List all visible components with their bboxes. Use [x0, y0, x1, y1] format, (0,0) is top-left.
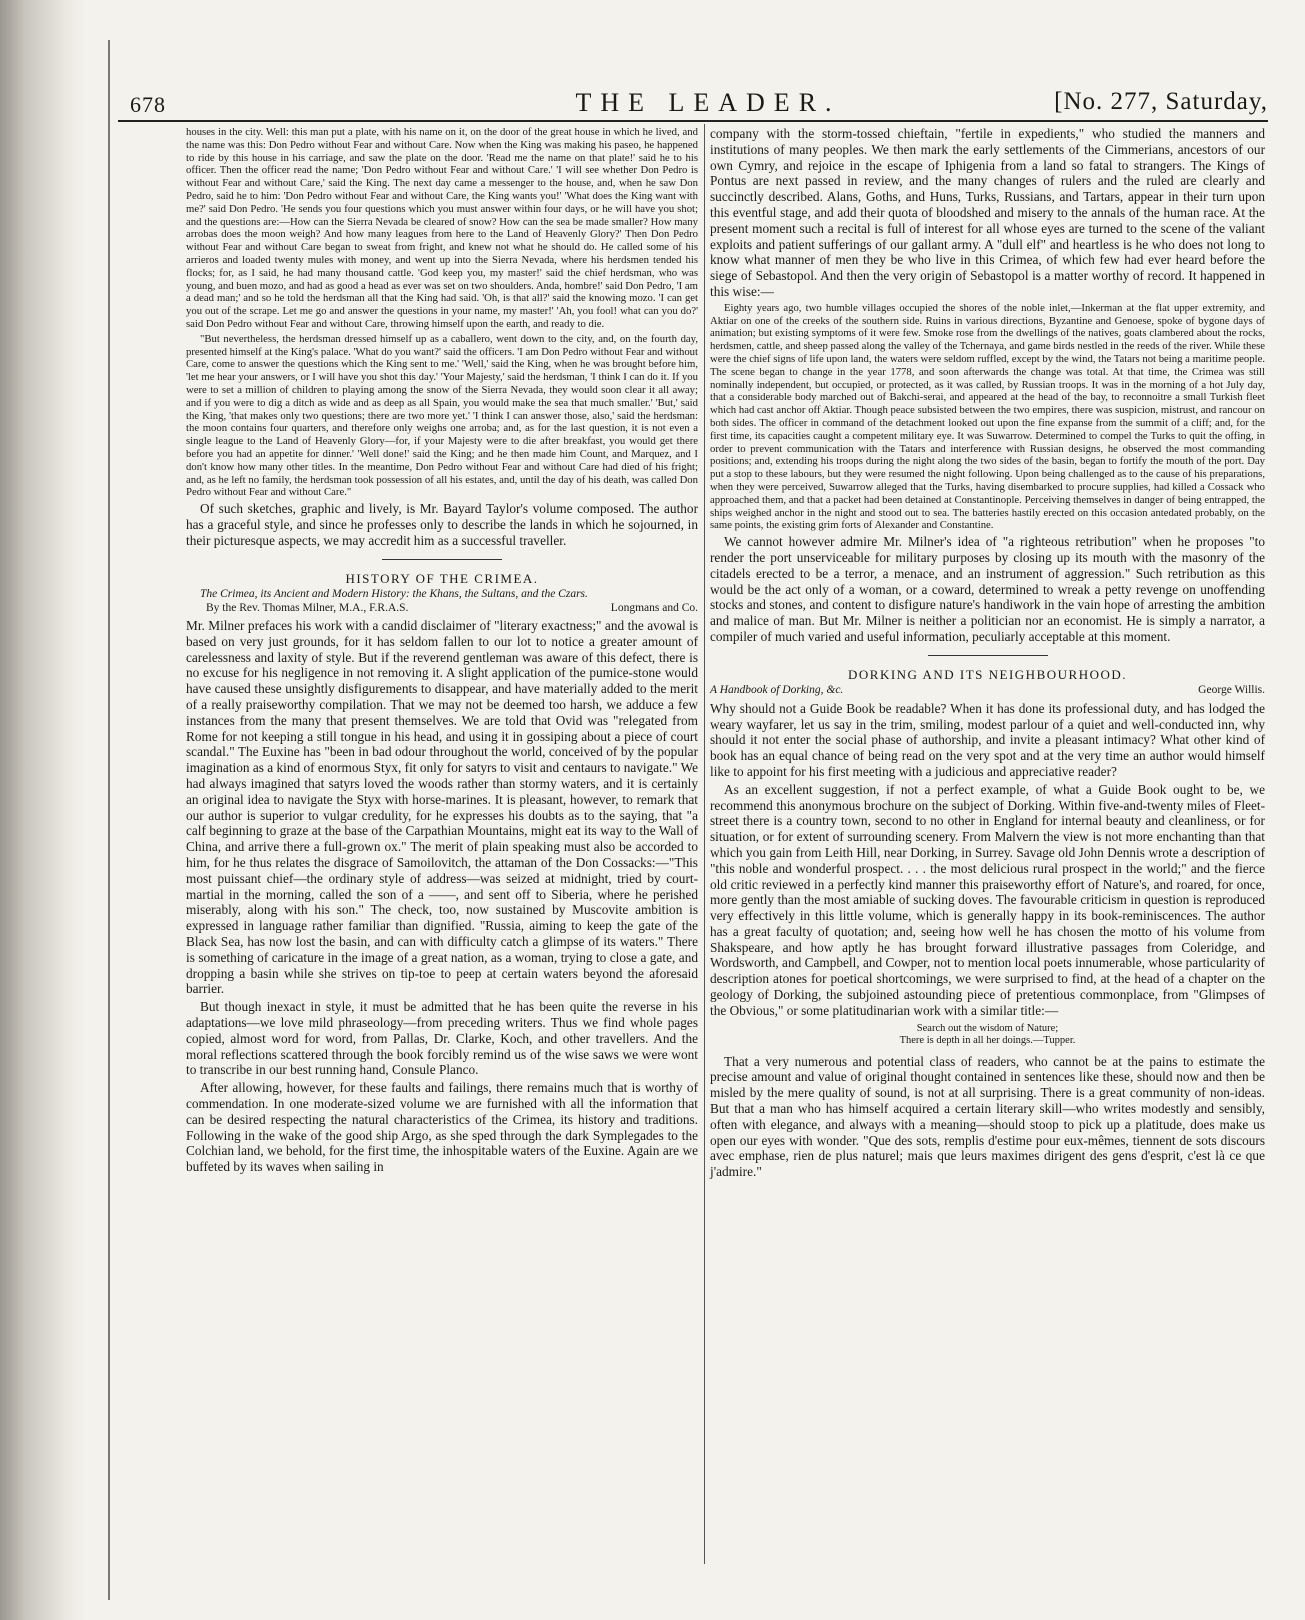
crimea-retribution-paragraph: We cannot however admire Mr. Milner's idea of "a righteous retribution" when he proposes "to render the port unserviceable for military purposes by closing up its mouth with the masonry of the citadels erected to be a terror, a menace, and an instrument of aggression." Such retribution as this would be the act only of a woman, or a coward, determined to wreak a petty revenge on unoffending stocks and stones, and content to disfigure nature's handiwork in the vain hope of arresting the ambition and malice of man. But Mr. Milner is neither a politician nor an economist. He is simply a narrator, a compiler of much varied and useful information, peculiarly acceptable at this moment. — [710, 534, 1265, 644]
crimea-paragraph-3: After allowing, however, for these faults and failings, there remains much that is worthy of commendation. In one moderate-sized volume we are furnished with all the information that can be desired respecting the natural characteristics of the Crimea, its history and traditions. Following in the wake of the good ship Argo, as she sped through the dark Symplegades to the Colchian land, we behold, for the first time, the inhospitable waters of the Euxine. Again are we buffeted by its waves when sailing in — [186, 1080, 698, 1175]
review-closing-paragraph: Of such sketches, graphic and lively, is Mr. Bayard Taylor's volume composed. The author has a graceful style, and since he professes only to describe the lands in which he sojourned, in their picturesque aspects, we may accredit him as a successful traveller. — [186, 501, 698, 548]
masthead-rule — [118, 120, 1268, 122]
section-separator — [382, 559, 502, 560]
dorking-paragraph-3: That a very numerous and potential class of readers, who cannot be at the pains to estimate the precise amount and value of original thought contained in sentences like these, should now and then be misled by the mere quality of sound, is not at all surprising. There is a great community of non-ideas. But that a man who has himself acquired a certain literary skill—who writes modestly and sensibly, often with elegance, and always with a meaning—should stoop to pick up a platitude, does make us open our eyes with wonder. "Que des sots, remplis d'estime pour eux-mêmes, tiennent de sots discours avec emphase, rien de plus naturel; mais que leurs maximes dirigent des gens d'esprit, c'est là ce que j'admire." — [710, 1053, 1265, 1180]
page-number: 678 — [130, 92, 166, 117]
dorking-publisher: George Willis. — [1198, 684, 1265, 697]
newspaper-title: THE LEADER. — [575, 88, 841, 117]
crimea-continued-paragraph: company with the storm-tossed chieftain, "fertile in expedients," who studied the manners and institutions of many peoples. We then mark the early settlements of the Cimmerians, ancestors of our own Cymry, and rejoice in the escape of Iphigenia from a land so fatal to strangers. The Kings of Pontus are next passed in review, and the many changes of rulers and the ruled are clearly and succinctly described. Alans, Goths, and Huns, Turks, Russians, and Tartars, appear in their turn upon this eventful stage, and add their quota of bloodshed and misery to the annals of the human race. At the present moment such a recital is full of interest for all whose eyes are turned to the scene of the valiant exploits and patient sufferings of our gallant army. A "dull elf" and heartless is he who does not long to know what manner of men they be who live in this Crimea, of which few had ever heard before the siege of Sebastopol. And then the very origin of Sebastopol is a matter worthy of record. It happened in this wise:— — [710, 126, 1265, 299]
issue-label: [No. 277, Saturday, — [1054, 88, 1268, 115]
dorking-byline — [710, 684, 1265, 698]
dorking-book-title: A Handbook of Dorking, &c. — [710, 684, 844, 697]
story-paragraph-1: houses in the city. Well: this man put a plate, with his name on it, on the door of the great house in which he lived, and the name was this: Don Pedro without Fear and without Care. Now when the King was making his paseo, he happened to ride by this house in his carriage, and saw the plate on the door. 'Read me the name on that plate!' said he to his officer. Then the officer read the name; 'Don Pedro without Fear and without Care.' 'I will see whether Don Pedro is without Fear and without Care,' said the King. The next day came a messenger to the house, and, when he saw Don Pedro, said he to him: 'Don Pedro without Fear and without Care, the King wants you!' 'What does the King want with me?' said Don Pedro. 'He sends you four questions which you must answer within four days, or he will have you shot; and the questions are:—How can the Sierra Nevada be cleared of snow? How can the sea be made smaller? How many arrobas does the moon weigh? And how many leagues from here to the Land of Heavenly Glory?' Then Don Pedro without Fear and without Care began to sweat from fright, and knew not what he should do. He called some of his arrieros and loaded twenty mules with money, and went up into the Sierra Nevada, where his herdsmen tended his flocks; for, as I said, he had many thousand cattle. 'God keep you, my master!' said the chief herdsman, who was young, and buen mozo, and had as good a head as ever was set on two shoulders. Anda, hombre!' said Don Pedro, 'I am a dead man;' and so he told the herdsman all that the King had said. 'Oh, is that all?' said the knowing mozo. 'I can get you out of the scrape. Let me go and answer the questions in your name, my master!' 'Ah, you fool! what can you do?' said Don Pedro without Fear and without Care, throwing himself upon the earth, and ready to die. — [186, 126, 698, 330]
left-column — [186, 126, 698, 1177]
sebastopol-quote: Eighty years ago, two humble villages occupied the shores of the noble inlet,—Inkerman at the flat upper extremity, and Aktiar on one of the creeks of the southern side. Ruins in various directions, Byzantine and Genoese, spoke of bygone days of animation; but existing symptoms of it were few. Smoke rose from the dwellings of the natives, goats clambered about the rocks, herdsmen, cattle, and sheep passed along the valley of the Tchernaya, and game birds nestled in the reeds of the river. While these were the chief signs of life upon land, the waters were seldom ruffled, except by the wind, the Tatars not being a maritime people. The scene began to change in the year 1778, and soon afterwards the change was total. At that time, the Crimea was still nominally independent, but occupied, or protected, as it was called, by Russian troops. It was in the morning of a hot July day, that a considerable body marched out of Bakchi-serai, and appeared at the head of the bay, to reconnoitre a small Turkish fleet which had cast anchor off Aktiar. Though peace subsisted between the two empires, there was suspicion, mistrust, and rancour on both sides. The officer in command of the detachment looked out upon the fine expanse from the summit of a cliff; and, for the first time, its capacities caught a competent military eye. It was Suwarrow. Determined to compel the Turks to quit the offing, in order to prevent communication with the Tatars and interference with Russian designs, he observed the most commanding positions; and, extending his troops during the night along the two sides of the basin, began to fortify the mouth of the port. Day put a stop to these labours, but they were resumed the night following. Upon being challenged as to the cause of his preparations, when they were perceived, Suwarrow alleged that the Turks, having disembarked to procure supplies, had killed a Cossack who approached them, and that a packet had been detained at Constantinople. Perceiving themselves in danger of being entrapped, the ships weighed anchor in the night and stood out to sea. The batteries hastily erected on this occasion antedated probably, on the same points, the existing grim forts of Alexander and Constantine. — [710, 301, 1266, 532]
story-paragraph-2: "But nevertheless, the herdsman dressed himself up as a caballero, went down to the city, and, on the fourth day, presented himself at the King's palace. 'What do you want?' said the officers. 'I am Don Pedro without Fear and without Care, come to answer the questions which the King sent to me.' 'Well,' said the King, when he was brought before him, 'let me hear your answers, or I will have you shot this day.' 'Your Majesty,' said the herdsman, 'I think I can do it. If you were to set a million of children to playing among the snow of the Sierra Nevada, they would soon clear it all away; and if you were to dig a ditch as wide and as deep as all Spain, you would make the sea that much smaller.' 'But,' said the King, 'that makes only two questions; there are two more yet.' 'I think I can answer those, also,' said the herdsman: the moon contains four quarters, and therefore only weighs one arroba; and, as for the last question, it is not even a single league to the Land of Heavenly Glory—for, if your Majesty were to die after breakfast, you would get there before you had an appetite for dinner.' 'Well done!' said the King; and he then made him Count, and Marquez, and I don't know how many other titles. In the meantime, Don Pedro without Fear and without Care had died of his fright; and, as he left no family, the herdsman took possession of all his estates, and, until the day of his death, was called Don Pedro without Fear and without Care." — [186, 332, 698, 499]
dorking-paragraph-1: Why should not a Guide Book be readable? When it has done its professional duty, and has lodged the weary wayfarer, let us say in the trim, smiling, modest parlour of a quiet and well-conducted inn, why should it not enter the social phase of authorship, and invite a pleasant intimacy? What other kind of book has an equal chance of being read on the very spot and at the very time an author would himself like to appoint for his first meeting with a judicious and appreciative reader? — [710, 700, 1265, 779]
motto-line-2: There is depth in all her doings.—Tupper. — [899, 1035, 1076, 1047]
masthead — [118, 82, 1268, 122]
crimea-byline — [186, 602, 698, 616]
motto-line-1: Search out the wisdom of Nature; — [916, 1022, 1059, 1034]
crimea-paragraph-2: But though inexact in style, it must be admitted that he has been quite the reverse in his adaptations—we love mild phraseology—from preceding writers. Thus we find whole pages copied, almost word for word, from Pallas, Dr. Clarke, Koch, and other travellers. And the moral reflections scattered through the book forcibly remind us of the wise saws we were wont to transcribe in our best running hand, Consule Planco. — [186, 999, 698, 1078]
crimea-publisher: Longmans and Co. — [610, 601, 698, 614]
dorking-paragraph-2: As an excellent suggestion, if not a perfect example, of what a Guide Book ought to be, we recommend this anonymous brochure on the subject of Dorking. Within five-and-twenty miles of Fleet-street there is a country town, second to no other in England for internal beauty and cleanliness, or for situation, or for extent of surrounding scenery. From Malvern the view is not more enchanting than that which you gain from Leith Hill, near Dorking, in Surrey. Savage old John Dennis wrote a description of "this noble and wonderful prospect. . . . the most delicious rural prospect in the world;" and the fierce old critic reviewed in a perfectly kind manner this praiseworthy effort of Nature's, and roared, for once, more gently than the most amiable of sucking doves. The favourable criticism in question is reproduced very effectively in this little volume, which is generally happy in its book-reminiscences. The author has a great faculty of quotation; and, seeing how well he has chosen the motto of his volume from Shakspeare, and how aptly he has brought forward illustrative passages from Coleridge, and Wordsworth, and Campbell, and Cowper, not to mention local poets innumerable, whose particularity of description atones for poetical shortcomings, we were surprised to find, at the head of a chapter on the geology of Dorking, the subjoined astounding piece of pretentious commonplace, from "Glimpses of the Obvious," or some platitudinarian work with a similar title:— — [710, 781, 1265, 1018]
crimea-paragraph-1: Mr. Milner prefaces his work with a candid disclaimer of "literary exactness;" and the avowal is based on very just grounds, for it has seldom fallen to our lot to notice a greater amount of carelessness and laxity of style. But if the reverend gentleman was aware of this defect, there is no excuse for his negligence in not removing it. A slight application of the pumice-stone would have caused these unsightly disfigurements to disappear, and have materially added to the merit of a really praiseworthy compilation. That we may not be deemed too harsh, we adduce a few instances from the many that present themselves. We are told that Ovid was "relegated from Rome for not keeping a still tongue in his head, and using it in gossiping about a piece of court scandal." The Euxine has "been in bad odour throughout the world, conceived of by the popular imagination as a kind of enormous Styx, fit only for satyrs to visit and centaurs to navigate." We had always imagined that satyrs loved the woods rather than stormy waters, and it is certainly an original idea to navigate the Styx with horse-marines. It is pleasant, however, to remark that our author is superior to vulgar credulity, for he expresses his doubts as to the saying, that "a calf beginning to graze at the base of the Carpathian Mountains, might eat its way to the Wall of China, and arrive there a full-grown ox." The merit of plain speaking must also be accorded to him, for he thus relates the disgrace of Samoilovitch, the attaman of the Don Cossacks:—"This most puissant chief—the ordinary style of address—was seized at midnight, tried by court-martial in the morning, called the son of a ——, and sent off to Siberia, where he perished miserably, along with his son." The check, too, now sustained by Muscovite ambition is expressed in language rather familiar than dignified. "Russia, aiming to keep the gate of the Black Sea, has now lost the basin, and can with difficulty catch a glimpse of its waters." There is something of caricature in the image of a great nation, as a woman, trying to close a gate, and dropping a basin while she strives on tip-toe to peep at certain waters beyond the aforesaid barrier. — [186, 618, 698, 997]
right-column — [710, 126, 1265, 1182]
crimea-book-title: The Crimea, its Ancient and Modern History: the Khans, the Sultans, and the Czars. — [200, 588, 588, 601]
scan-gutter-shadow — [0, 0, 86, 1620]
crimea-heading: HISTORY OF THE CRIMEA. — [345, 570, 539, 586]
dorking-heading: DORKING AND ITS NEIGHBOURHOOD. — [848, 666, 1127, 682]
crimea-author: By the Rev. Thomas Milner, M.A., F.R.A.S. — [206, 601, 409, 614]
column-divider — [704, 124, 705, 1564]
tupper-motto — [710, 1023, 1265, 1048]
binding-edge-line — [108, 40, 110, 1600]
section-separator-right — [928, 655, 1048, 656]
